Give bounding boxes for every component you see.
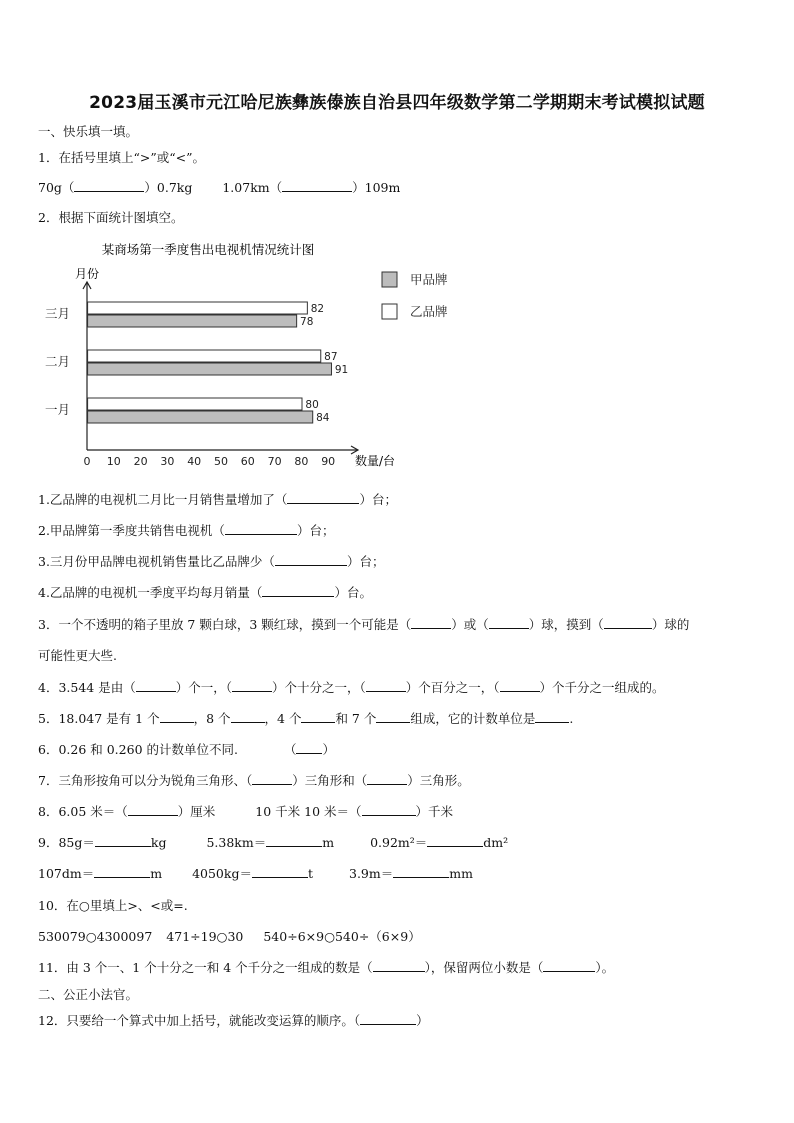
- category-label: 三月: [44, 306, 70, 321]
- answer-blank[interactable]: [128, 803, 178, 816]
- q3-text-b: ）或（: [451, 617, 489, 632]
- q8-text-b: ）厘米: [177, 804, 216, 819]
- q9-r1-d: m: [322, 835, 335, 850]
- answer-blank[interactable]: [366, 679, 406, 692]
- page-title: 2023届玉溪市元江哈尼族彝族傣族自治县四年级数学第二学期期末考试模拟试题: [89, 93, 705, 113]
- question-7: [38, 771, 470, 789]
- q1-item-a-left: 70g（: [38, 180, 75, 195]
- answer-blank[interactable]: [275, 553, 347, 566]
- q2-sub2-text: 2.甲品牌第一季度共销售电视机（: [38, 523, 225, 538]
- q9-r1-c: 5.38km＝: [206, 835, 267, 850]
- question-11: [38, 958, 614, 976]
- q5-text-e: 组成，它的计数单位是: [410, 711, 536, 726]
- x-tick-label: 30: [160, 455, 175, 468]
- bar-value-label: 84: [316, 412, 330, 424]
- question-10-stem: 10．在○里填上>、<或=.: [38, 898, 188, 913]
- x-tick-label: 50: [214, 455, 228, 468]
- answer-blank[interactable]: [500, 679, 540, 692]
- q8-text-d: ）千米: [415, 804, 454, 819]
- question-3-line-1: [38, 615, 689, 633]
- answer-blank[interactable]: [393, 865, 449, 878]
- answer-blank[interactable]: [252, 865, 308, 878]
- category-label: 二月: [44, 354, 70, 369]
- x-tick-label: 80: [294, 455, 309, 468]
- q2-sub3-text: 3.三月份甲品牌电视机销售量比乙品牌少（: [38, 554, 275, 569]
- answer-blank[interactable]: [225, 522, 297, 535]
- question-2-sub-4: [38, 583, 372, 601]
- question-1-stem: 1．在括号里填上“>”或“<”。: [38, 150, 205, 165]
- q6-paren-close: ）: [322, 742, 335, 757]
- q9-r2-b: m: [150, 866, 163, 881]
- question-9-row-2: [38, 864, 473, 882]
- q9-r1-a: 9．85g＝: [38, 835, 95, 850]
- bar-chart: [30, 232, 470, 477]
- answer-blank[interactable]: [287, 491, 359, 504]
- x-axis-label: 数量/台: [354, 454, 396, 468]
- question-6: [38, 740, 335, 758]
- y-axis-label: 月份: [75, 267, 100, 281]
- q9-r1-e: 0.92m²＝: [370, 835, 428, 850]
- bar: [88, 302, 308, 314]
- answer-blank[interactable]: [94, 865, 150, 878]
- q2-sub1-tail: ）台；: [359, 492, 397, 507]
- q6-paren-open: （: [283, 742, 297, 757]
- q2-sub2-tail: ）台；: [296, 523, 335, 538]
- answer-blank[interactable]: [160, 710, 194, 723]
- q11-text-c: ）。: [595, 960, 615, 975]
- q1-item-b-right: ）109m: [352, 180, 401, 195]
- bar-value-label: 80: [305, 399, 319, 411]
- question-9-row-1: [38, 833, 508, 851]
- answer-blank[interactable]: [95, 834, 151, 847]
- q1-item-b-left: 1.07km（: [222, 180, 283, 195]
- q2-sub4-tail: ）台。: [334, 585, 372, 600]
- q3-text-a: 3．一个不透明的箱子里放 7 颗白球，3 颗红球，摸到一个可能是（: [38, 617, 412, 632]
- answer-blank[interactable]: [74, 179, 144, 192]
- x-tick-label: 90: [321, 455, 336, 468]
- q4-text-c: ）个十分之一，（: [271, 680, 366, 695]
- category-label: 一月: [44, 402, 70, 417]
- q10-item-a: 530079○4300097: [38, 929, 153, 944]
- q9-r2-e: 3.9m＝: [349, 866, 394, 881]
- legend-swatch: [382, 272, 397, 287]
- q7-text-c: ）三角形。: [407, 773, 470, 788]
- answer-blank[interactable]: [543, 959, 595, 972]
- x-tick-label: 20: [133, 455, 148, 468]
- answer-blank[interactable]: [296, 741, 322, 754]
- q10-item-c: 540÷6×9○540÷（6×9）: [263, 929, 421, 944]
- q2-sub4-text: 4.乙品牌的电视机一季度平均每月销量（: [38, 585, 263, 600]
- q3-text-d: ）球的: [651, 617, 690, 632]
- q8-text-a: 8．6.05 米＝（: [38, 804, 128, 819]
- question-2-sub-2: [38, 521, 334, 539]
- answer-blank[interactable]: [266, 834, 322, 847]
- q8-text-c: 10 千米 10 米＝（: [255, 804, 362, 819]
- q11-text-b: ），保留两位小数是（: [424, 960, 544, 975]
- q2-sub1-text: 1.乙品牌的电视机二月比一月销售量增加了（: [38, 492, 288, 507]
- q11-text-a: 11．由 3 个一、1 个十分之一和 4 个千分之一组成的数是（: [38, 960, 373, 975]
- q4-text-d: ）个百分之一，（: [405, 680, 500, 695]
- question-2-stem: 2．根据下面统计图填空。: [38, 210, 184, 225]
- bar-value-label: 82: [310, 303, 325, 315]
- bar: [88, 398, 302, 410]
- question-2-sub-1: [38, 490, 397, 508]
- q4-text-a: 4．3.544 是由（: [38, 680, 136, 695]
- question-8: [38, 802, 453, 820]
- question-3-line-2: 可能性更大些.: [38, 648, 117, 663]
- q2-sub3-tail: ）台；: [346, 554, 385, 569]
- bar: [88, 315, 297, 327]
- q7-text-b: ）三角形和（: [292, 773, 368, 788]
- legend-label: 乙品牌: [410, 304, 448, 319]
- answer-blank[interactable]: [252, 772, 292, 785]
- legend-swatch: [382, 304, 397, 319]
- answer-blank[interactable]: [362, 803, 416, 816]
- q12-text: 12．只要给一个算式中加上括号，就能改变运算的顺序。（: [38, 1013, 361, 1028]
- question-4: [38, 678, 665, 696]
- x-tick-label: 0: [83, 455, 91, 468]
- question-10-items: [38, 927, 421, 945]
- q4-text-e: ）个千分之一组成的。: [539, 680, 665, 695]
- section-heading-2: 二、公正小法官。: [38, 987, 139, 1002]
- question-12: [38, 1011, 429, 1029]
- q10-item-b: 471÷19○30: [166, 929, 244, 944]
- answer-blank[interactable]: [262, 584, 334, 597]
- q9-r2-f: mm: [449, 866, 473, 881]
- x-tick-label: 60: [240, 455, 255, 468]
- q3-text-c: ）球，摸到（: [528, 617, 604, 632]
- chart-title: 某商场第一季度售出电视机情况统计图: [101, 242, 315, 257]
- q5-text-d: 和 7 个: [335, 711, 377, 726]
- bar: [88, 363, 332, 375]
- q7-text-a: 7．三角形按角可以分为锐角三角形、（: [38, 773, 253, 788]
- q5-text-c: ，4 个: [264, 711, 302, 726]
- bar: [88, 350, 321, 362]
- bar-value-label: 87: [324, 351, 338, 363]
- answer-blank[interactable]: [367, 772, 407, 785]
- question-2-sub-3: [38, 552, 384, 570]
- q9-r2-d: t: [307, 866, 313, 881]
- question-1-items: [38, 178, 400, 196]
- answer-blank[interactable]: [535, 710, 569, 723]
- answer-blank[interactable]: [231, 710, 265, 723]
- q9-r1-f: dm²: [483, 835, 509, 850]
- answer-blank[interactable]: [376, 710, 410, 723]
- x-tick-label: 70: [267, 455, 282, 468]
- q6-text: 6．0.26 和 0.260 的计数单位不同.: [38, 742, 238, 757]
- answer-blank[interactable]: [360, 1012, 416, 1025]
- bar-value-label: 91: [334, 364, 349, 376]
- x-tick-label: 10: [106, 455, 121, 468]
- legend-label: 甲品牌: [410, 272, 448, 287]
- answer-blank[interactable]: [489, 616, 529, 629]
- question-5: [38, 709, 573, 727]
- answer-blank[interactable]: [373, 959, 425, 972]
- answer-blank[interactable]: [232, 679, 272, 692]
- q4-text-b: ）个一，（: [175, 680, 232, 695]
- answer-blank[interactable]: [427, 834, 483, 847]
- bar-value-label: 78: [300, 316, 314, 328]
- q9-r1-b: kg: [150, 835, 167, 850]
- x-tick-label: 40: [187, 455, 202, 468]
- q1-item-a-right: ）0.7kg: [144, 180, 193, 195]
- q5-text-b: ，8 个: [193, 711, 231, 726]
- q9-r2-a: 107dm＝: [38, 866, 95, 881]
- answer-blank[interactable]: [604, 616, 652, 629]
- q5-text-a: 5．18.047 是有 1 个: [38, 711, 160, 726]
- answer-blank[interactable]: [136, 679, 176, 692]
- q9-r2-c: 4050kg＝: [192, 866, 252, 881]
- q5-text-f: .: [569, 711, 574, 726]
- q12-paren-close: ）: [416, 1013, 429, 1028]
- answer-blank[interactable]: [411, 616, 451, 629]
- answer-blank[interactable]: [282, 179, 352, 192]
- bar: [88, 411, 313, 423]
- answer-blank[interactable]: [301, 710, 335, 723]
- section-heading-1: 一、快乐填一填。: [38, 124, 139, 139]
